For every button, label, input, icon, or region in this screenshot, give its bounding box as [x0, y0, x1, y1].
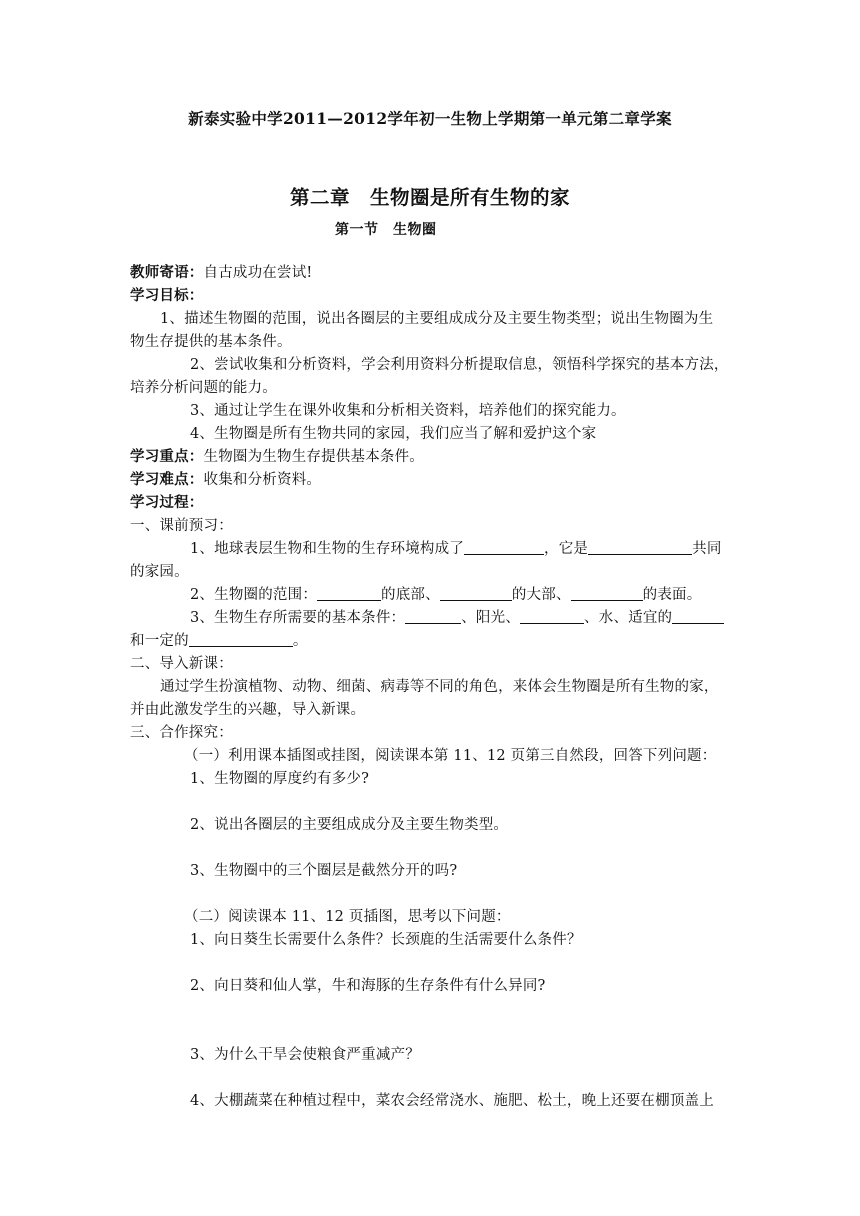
- explore-p1-q3: 3、生物圈中的三个圈层是截然分开的吗?: [190, 863, 458, 879]
- answer-blank[interactable]: [405, 608, 461, 624]
- explore-part-1: （一）利用课本插图或挂图，阅读课本第 11、12 页第三自然段，回答下列问题：: [184, 748, 717, 764]
- difficulty-text: 收集和分析资料。: [203, 472, 322, 488]
- preview-q1-text-b: ，它是: [544, 541, 589, 557]
- preview-q1-text-c: 共同: [692, 541, 722, 557]
- preview-q3-text-d: 和一定的: [130, 633, 189, 649]
- answer-blank[interactable]: [317, 585, 381, 601]
- preview-q3-text-b: 、阳光、: [461, 610, 521, 626]
- key-point: [130, 447, 424, 467]
- goal-2-line-1: 2、尝试收集和分析资料，学会利用资料分析提取信息，领悟科学探究的基本方法，: [190, 357, 729, 373]
- goal-4: 4、生物圈是所有生物共同的家园，我们应当了解和爱护这个家: [190, 426, 597, 442]
- preview-q1-cont: 的家园。: [130, 564, 189, 580]
- explore-part-2: （二）阅读课本 11、12 页插图，思考以下问题：: [184, 909, 511, 925]
- answer-blank[interactable]: [672, 608, 724, 624]
- preview-q2-text-d: 的表面。: [642, 587, 702, 603]
- process-heading: 学习过程：: [130, 494, 204, 511]
- difficulty: [130, 470, 321, 490]
- goal-1-line-1: 1、描述生物圈的范围，说出各圈层的主要组成成分及主要生物类型；说出生物圈为生: [160, 311, 714, 327]
- section-title: 第一节 生物圈: [335, 222, 437, 238]
- chapter-title: 第二章 生物圈是所有生物的家: [289, 186, 570, 209]
- explore-p2-q4: 4、大棚蔬菜在种植过程中，菜农会经常浇水、施肥、松土，晚上还要在棚顶盖上: [190, 1093, 714, 1109]
- answer-blank[interactable]: [440, 585, 512, 601]
- goals-heading: 学习目标：: [130, 287, 204, 304]
- preview-q1-text-a: 1、地球表层生物和生物的生存环境构成了: [190, 541, 465, 557]
- preview-q2-text-c: 的大部、: [511, 587, 571, 603]
- goal-3: 3、通过让学生在课外收集和分析相关资料，培养他们的探究能力。: [190, 403, 626, 419]
- preview-q3-text-c: 、水、适宜的: [584, 610, 673, 626]
- explore-heading: 三、合作探究：: [130, 725, 233, 741]
- teacher-note-label: 教师寄语：: [130, 264, 204, 281]
- key-point-label: 学习重点：: [130, 448, 204, 465]
- teacher-note: [130, 263, 312, 283]
- goal-1-line-2: 物生存提供的基本条件。: [130, 334, 292, 350]
- answer-blank[interactable]: [520, 608, 584, 624]
- answer-blank[interactable]: [464, 539, 544, 555]
- preview-q1: [190, 539, 722, 559]
- answer-blank[interactable]: [588, 539, 692, 555]
- intro-heading: 二、导入新课：: [130, 656, 233, 672]
- document-title: 新泰实验中学2011—2012学年初一生物上学期第一单元第二章学案: [188, 109, 672, 128]
- preview-q3-cont: [130, 631, 308, 651]
- intro-line-2: 并由此激发学生的兴趣，导入新课。: [130, 702, 366, 718]
- difficulty-label: 学习难点：: [130, 471, 204, 488]
- preview-q2: [190, 585, 701, 605]
- explore-p1-q1: 1、生物圈的厚度约有多少?: [190, 771, 370, 787]
- explore-p2-q2: 2、向日葵和仙人掌，牛和海豚的生存条件有什么异同?: [190, 978, 546, 994]
- preview-q2-text-b: 的底部、: [381, 587, 440, 603]
- preview-q3: [190, 608, 724, 628]
- explore-p1-q2: 2、说出各圈层的主要组成成分及主要生物类型。: [190, 817, 509, 833]
- answer-blank[interactable]: [189, 631, 293, 647]
- explore-p2-q3: 3、为什么干旱会使粮食严重减产？: [190, 1047, 420, 1063]
- explore-p2-q1: 1、向日葵生长需要什么条件？长颈鹿的生活需要什么条件？: [190, 932, 582, 948]
- preview-q2-text-a: 2、生物圈的范围：: [190, 587, 318, 603]
- preview-q3-text-a: 3、生物生存所需要的基本条件：: [190, 610, 406, 626]
- preview-heading: 一、课前预习：: [130, 518, 233, 534]
- answer-blank[interactable]: [571, 585, 643, 601]
- key-point-text: 生物圈为生物生存提供基本条件。: [203, 449, 424, 465]
- preview-q3-text-e: 。: [292, 633, 308, 649]
- teacher-note-text: 自古成功在尝试!: [203, 265, 313, 281]
- goal-2-line-2: 培养分析问题的能力。: [130, 380, 277, 396]
- intro-line-1: 通过学生扮演植物、动物、细菌、病毒等不同的角色，来体会生物圈是所有生物的家，: [160, 679, 719, 695]
